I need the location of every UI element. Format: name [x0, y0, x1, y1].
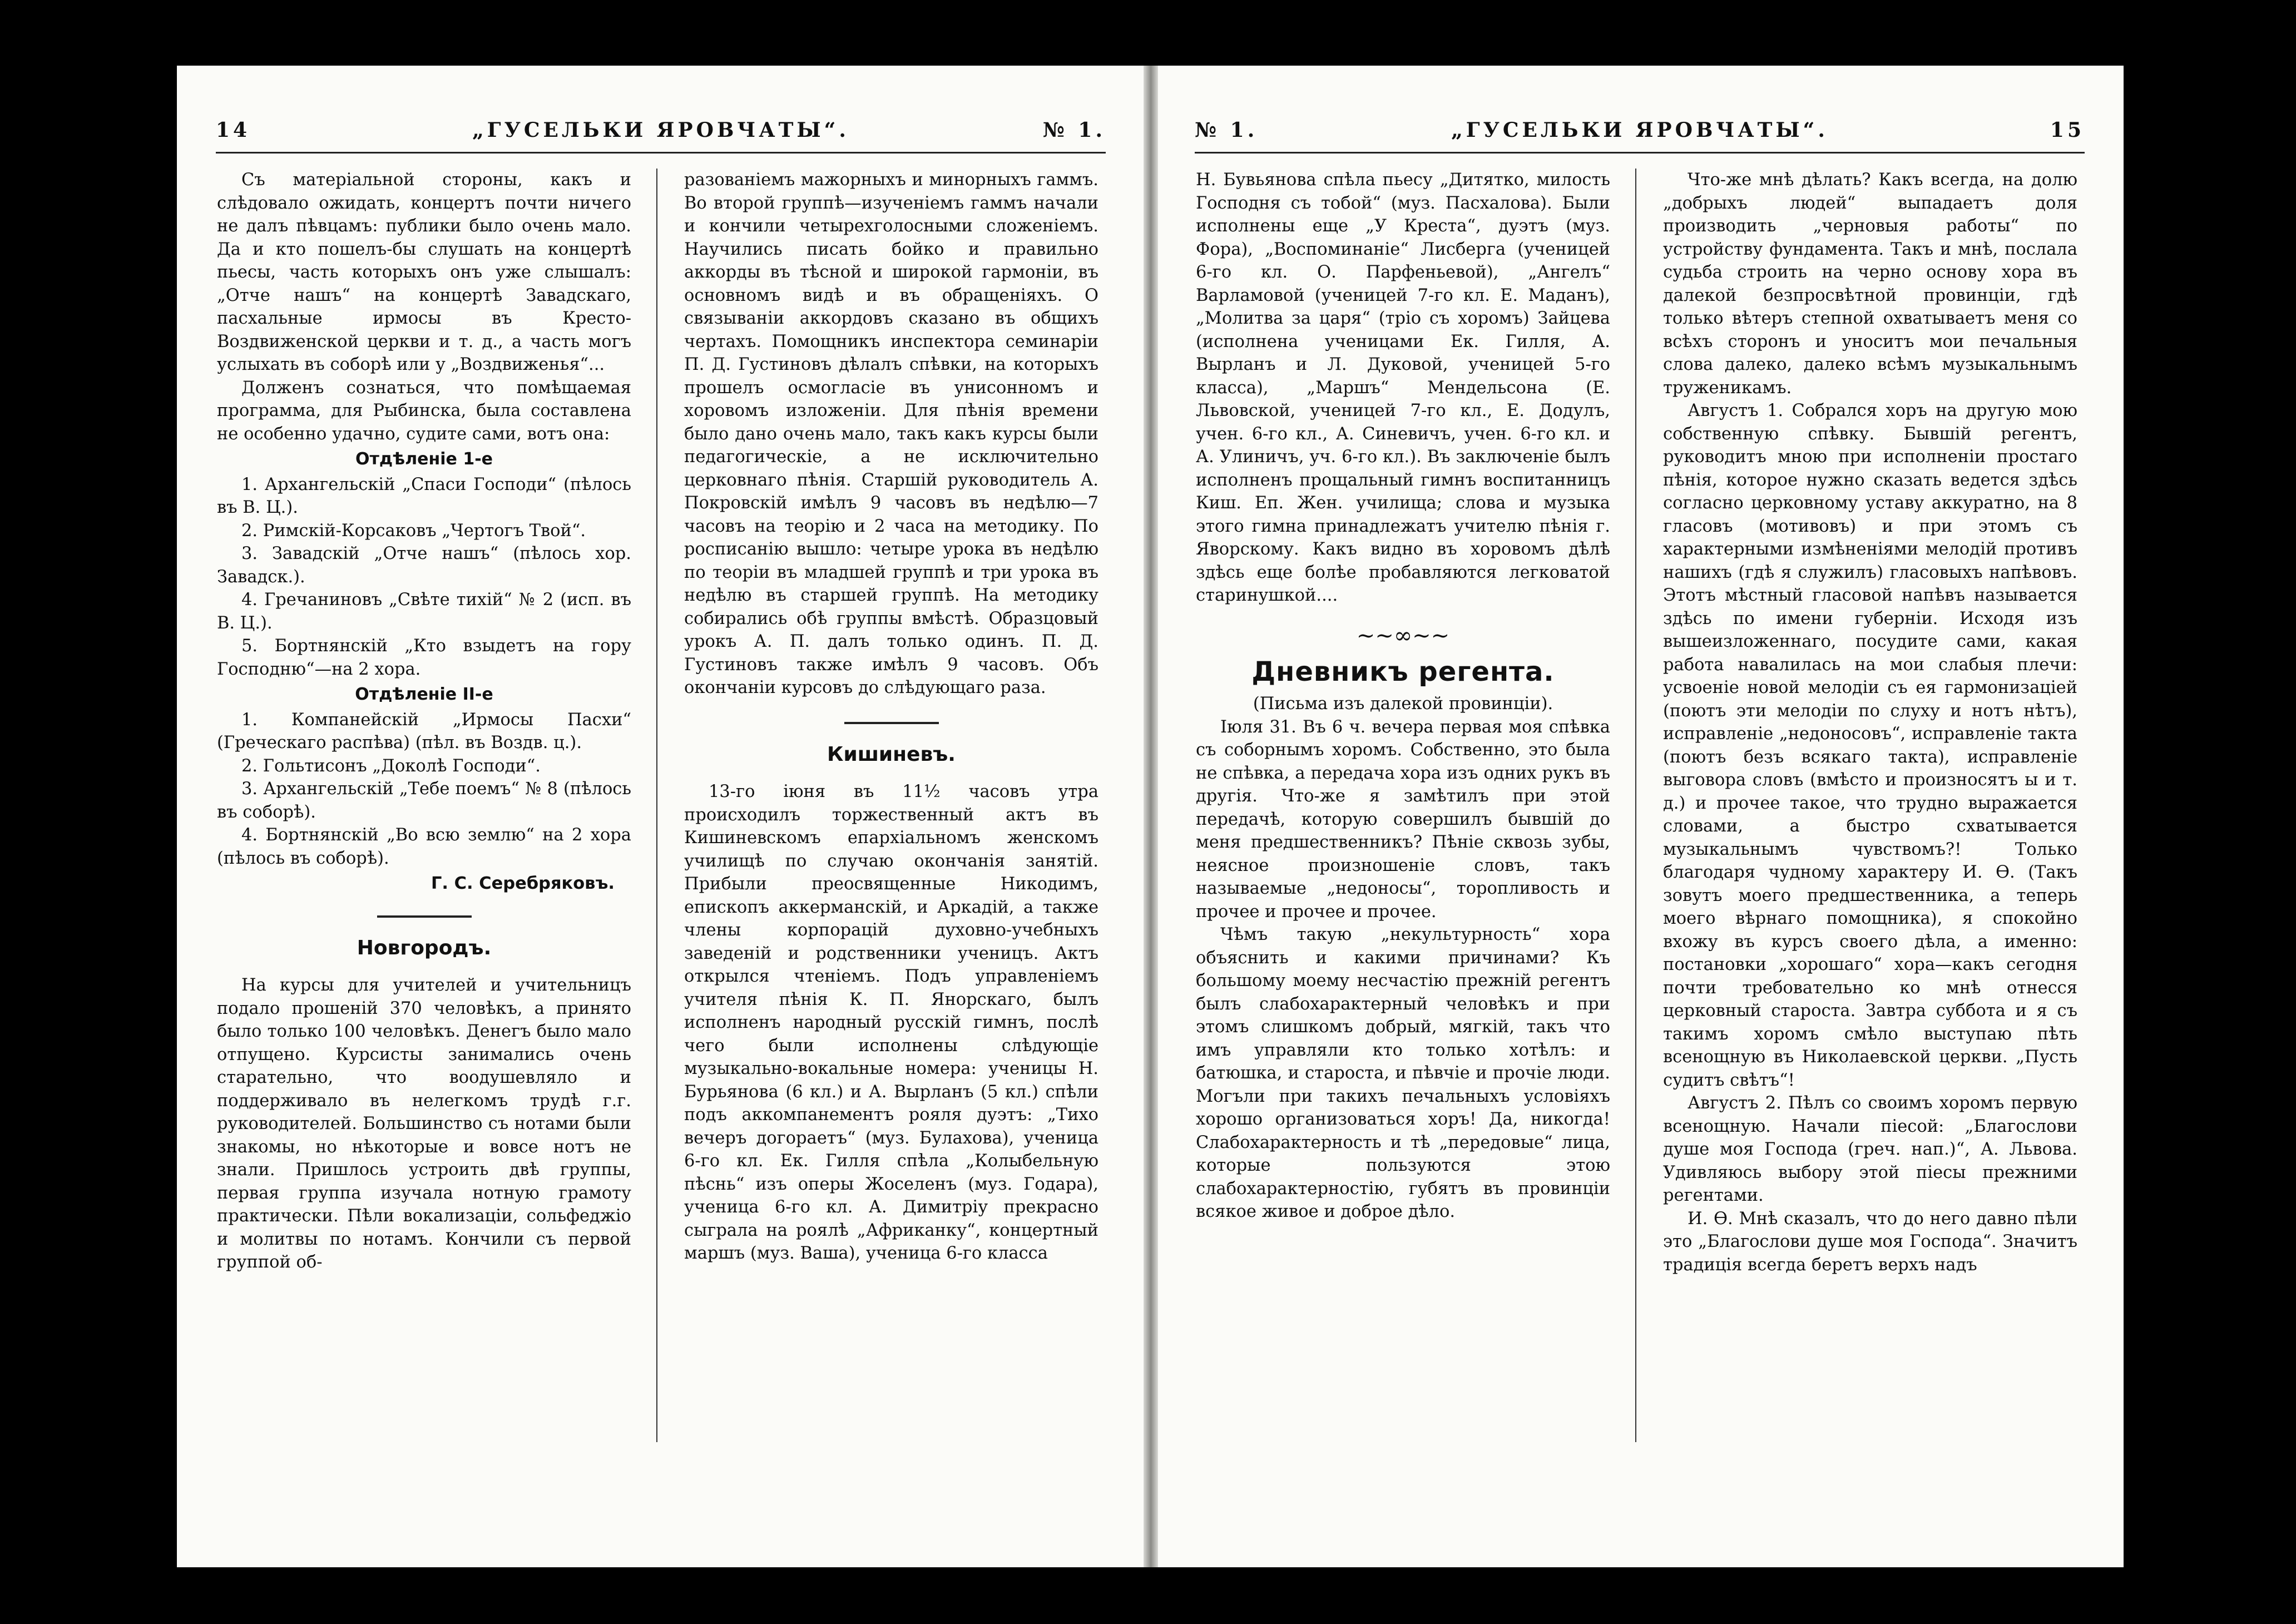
paragraph: Чѣмъ такую „некультурность“ хора объяснить и какими причинами? Къ большому моему несчастію прежній регентъ былъ слабохарактерный человѣкъ и при этомъ слишкомъ добрый, мягкій, такъ что имъ управляли кто только хотѣлъ: и батюшка, и староста, и пѣвчіе и прочіе люди. Могъли при такихъ печальныхъ условіяхъ хорошо организоваться хоръ! Да, никогда! Слабохарактерность и тѣ „передовые“ лица, которые пользуются этою слабохарактерностію, губятъ въ провинціи всякое живое и доброе дѣло.: [1196, 925, 1610, 1221]
left-column-2: [684, 169, 1098, 1265]
running-title: „ГУСЕЛЬКИ ЯРОВЧАТЫ“.: [1451, 118, 1828, 142]
paragraph: Долженъ сознаться, что помѣщаемая программа, для Рыбинска, была составлена не особенно удачно, судите сами, вотъ она:: [217, 378, 631, 444]
paragraph: разованіемъ мажорныхъ и минорныхъ гаммъ. Во второй группѣ—изученіемъ гаммъ начали и кончили четырехголосными сложеніемъ. Научились писать бойко и правильно аккорды въ тѣсной и широкой гармоніи, въ основномъ видѣ и въ обращеніяхъ. О связываніи аккордовъ сказано въ общихъ чертахъ. Помощникъ инспектора семинаріи П. Д. Густиновъ дѣлалъ спѣвки, на которыхъ прошелъ осмогласіе въ унисонномъ и хоровомъ изложеніи. Для пѣнія времени было дано очень мало, такъ какъ курсы были педагогическіе, а не исключительно церковнаго пѣнія. Старшій руководитель А. Покровскій имѣлъ 9 часовъ въ недѣлю—7 часовъ на теорію и 2 часа на методику. По росписанію вышло: четыре урока въ недѣлю по теоріи въ младшей группѣ и три урока въ недѣлю въ старшей группѣ. На методику собирались обѣ группы вмѣстѣ. Образцовый урокъ А. П. далъ только одинъ. П. Д. Густиновъ также имѣлъ 9 часовъ. Объ окончаніи курсовъ до слѣдующаго раза.: [684, 170, 1098, 697]
paragraph: Августъ 1. Собрался хоръ на другую мою собственную спѣвку. Бывшій регентъ, руководитъ мною при исполненіи простаго пѣнія, которое нужно сказать ведется здѣсь согласно церковному уставу аккуратно, на 8 гласовъ (мотивовъ) и при этомъ съ характерными измѣненіями мелодій противъ нашихъ (гдѣ я служилъ) гласовыхъ напѣвовъ. Этотъ мѣстный гласовой напѣвъ называется здѣсь по имени губерніи. Исходя изъ вышеизложеннаго, посудите сами, какая работа навалилась на мои слабыя плечи: усвоеніе новой мелодіи съ ея гармонизаціей (поютъ эти мелодіи по слуху и нотъ нѣтъ), исправленіе „недоносовъ“, исправленіе такта (поютъ безъ всякаго такта), исправленіе выговора словъ (вмѣсто и произносятъ ы и т. д.) и прочее такое, что трудно выражается словами, а быстро схватывается музыкальнымъ чувствомъ?! Только благодаря чудному характеру И. Ѳ. (Такъ зовутъ моего предшественника, а теперь моего вѣрнаго помощника), я спокойно вхожу въ курсъ своего дѣла, а именно: постановки „хорошаго“ хора—какъ сегодня почти требовательно ко мнѣ отнесся церковный староста. Завтра суббота и я съ такимъ хоромъ смѣло выступаю пѣть всенощную въ Николаевской церкви. „Пусть судитъ свѣтъ“!: [1663, 401, 2077, 1090]
page-number: 14: [216, 118, 251, 142]
program-item: 5. Бортнянскій „Кто взыдетъ на гору Господню“—на 2 хора.: [217, 636, 631, 679]
program-item: 1. Компанейскій „Ирмосы Пасхи“ (Греческаго распѣва) (пѣл. въ Воздв. ц.).: [217, 710, 631, 752]
right-column-1: [1196, 169, 1610, 1224]
issue-number: № 1.: [1195, 118, 1258, 142]
page-number: 15: [2050, 118, 2085, 142]
program-item: 2. Гольтисонъ „Доколѣ Господи“.: [241, 756, 541, 776]
program-item: 1. Архангельскій „Спаси Господи“ (пѣлось въ В. Ц.).: [217, 474, 631, 517]
paragraph: Съ матеріальной стороны, какъ и слѣдовало ожидать, концертъ почти ничего не далъ пѣвцамъ: публики было очень мало. Да и кто пошелъ-бы слушать на концертѣ пьесы, часть которыхъ онъ уже слышалъ: „Отче нашъ“ на концертѣ Завадскаго, пасхальные ирмосы въ Кресто-Воздвиженской церкви и т. д., а часть могъ услыхать въ соборѣ или у „Воздвиженья“...: [217, 170, 631, 374]
program-item: 4. Бортнянскій „Во всю землю“ на 2 хора (пѣлось въ соборѣ).: [217, 825, 631, 868]
article-title: Дневникъ регента.: [1251, 656, 1555, 687]
column-rule: [1635, 169, 1636, 1442]
program-item: 4. Гречаниновъ „Свѣте тихій“ № 2 (исп. въ В. Ц.).: [217, 590, 631, 633]
paragraph: 13-го іюня въ 11½ часовъ утра происходилъ торжественный актъ въ Кишиневскомъ епархіальномъ женскомъ училищѣ по случаю окончанія занятій. Прибыли преосвященные Никодимъ, епископъ аккерманскій, и Аркадій, а также члены корпорацій духовно-учебныхъ заведеній и родственники ученицъ. Актъ открылся чтеніемъ. Подъ управленіемъ учителя пѣнія К. П. Янорскаго, былъ исполненъ народный русскій гимнъ, послѣ чего были исполнены слѣдующіе музыкально-вокальные номера: ученицы Н. Бурьянова (6 кл.) и А. Вырланъ (5 кл.) спѣли подъ аккомпанементъ рояля дуэтъ: „Тихо вечеръ догораетъ“ (муз. Булахова), ученица 6-го кл. Ек. Гилля спѣла „Колыбельную пѣснь“ изъ оперы Жоселенъ (муз. Годара), ученица 6-го кл. А. Димитріу прекрасно сыграла на роялѣ „Африканку“, концертный маршъ (муз. Ваша), ученица 6-го класса: [684, 782, 1098, 1263]
issue-number: № 1.: [1042, 118, 1106, 142]
right-column-2: [1663, 169, 2077, 1276]
right-page: [1156, 66, 2124, 1567]
paragraph: На курсы для учителей и учительницъ подало прошеній 370 человѣкъ, а принято было только 100 человѣкъ. Денегъ было мало отпущено. Курсисты занимались очень старательно, что воодушевляло и поддерживало въ нелегкомъ трудѣ г.г. руководителей. Большинство съ нотами были знакомы, но нѣкоторые и вовсе нотъ не знали. Пришлось устроить двѣ группы, первая группа изучала нотную грамоту практически. Пѣли вокализаціи, сольфеджіо и молитвы по нотамъ. Кончили съ первой группой об-: [217, 976, 631, 1272]
section-title: Отдѣленіе 1-е: [355, 449, 493, 469]
city-heading: Кишиневъ.: [827, 742, 956, 766]
paragraph: Н. Бувьянова спѣла пьесу „Дитятко, милость Господня съ тобой“ (муз. Пасхалова). Были исполнены еще „У Креста“, дуэтъ (муз. Фора), „Воспоминаніе“ Лисберга (ученицей 6-го кл. О. Парфеньевой), „Ангелъ“ Варламовой (ученицей 7-го кл. Е. Маданъ), „Молитва за царя“ (тріо съ хоромъ) Зайцева (исполнена ученицами Ек. Гилля, А. Вырланъ и Л. Дуковой, ученицей 5-го класса), „Маршъ“ Мендельсона (Е. Львовской, ученицей 7-го кл., Е. Додулъ, учен. 6-го кл., А. Синевичъ, учен. 6-го кл. и А. Улиничъ, уч. 6-го кл.). Въ заключеніе былъ исполненъ прощальный гимнъ воспитанницъ Киш. Еп. Жен. училища; слова и музыка этого гимна принадлежатъ учителю пѣнія г. Яворскому. Какъ видно въ хоровомъ дѣлѣ здѣсь еще болѣе пробавляются легковатой старинушкой....: [1196, 170, 1610, 605]
article-subtitle: (Письма изъ далекой провинціи).: [1253, 694, 1553, 714]
paragraph: Іюля 31. Въ 6 ч. вечера первая моя спѣвка съ соборнымъ хоромъ. Собственно, это была не спѣвка, а передача хора изъ одних рукъ въ другія. Что-же я замѣтилъ при этой передачѣ, которую совершилъ бывшій до меня предшественникъ? Пѣніе сквозь зубы, неясное произношеніе словъ, такъ называемые „недоносы“, торопливость и прочее и прочее и прочее.: [1196, 717, 1610, 922]
running-title: „ГУСЕЛЬКИ ЯРОВЧАТЫ“.: [472, 118, 849, 142]
paragraph: Августъ 2. Пѣлъ со своимъ хоромъ первую всенощную. Начали пiесой: „Благослови душе моя Господа (греч. нап.)“, А. Львова. Удивляюсь выбору этой пiесы прежними регентами.: [1663, 1093, 2077, 1205]
right-running-head: [1195, 118, 2085, 154]
section-divider: [377, 915, 472, 918]
column-rule: [656, 169, 657, 1442]
program-item: 2. Римскій-Корсаковъ „Чертогъ Твой“.: [241, 521, 586, 541]
left-page: [177, 66, 1145, 1567]
signature: Г. С. Серебряковъ.: [431, 874, 615, 893]
section-title: Отдѣленіе II-е: [355, 685, 493, 704]
left-running-head: [216, 118, 1106, 154]
newspaper-spread: [177, 66, 2124, 1567]
ornament-divider: ~~∞~~: [1356, 622, 1450, 648]
paragraph: Что-же мнѣ дѣлать? Какъ всегда, на долю „добрыхъ людей“ выпадаетъ доля производить „черновыя работы“ по устройству фундамента. Такъ и мнѣ, послала судьба строить на черно основу хора въ далекой безпросвѣтной провинціи, гдѣ только вѣтеръ степной охватываетъ меня со всѣхъ сторонъ и уноситъ мои печальныя слова далеко, далеко всѣмъ музыкальнымъ труженикамъ.: [1663, 170, 2077, 398]
section-divider: [844, 722, 939, 724]
program-item: 3. Завадскій „Отче нашъ“ (пѣлось хор. Завадск.).: [217, 544, 631, 587]
program-item: 3. Архангельскій „Тебе поемъ“ № 8 (пѣлось въ соборѣ).: [217, 779, 631, 822]
left-column-1: [217, 169, 631, 1274]
city-heading: Новгородъ.: [357, 936, 492, 959]
paragraph: И. Ѳ. Мнѣ сказалъ, что до него давно пѣли это „Благослови душе моя Господа“. Значитъ традиція всегда беретъ верхъ надъ: [1663, 1209, 2077, 1275]
